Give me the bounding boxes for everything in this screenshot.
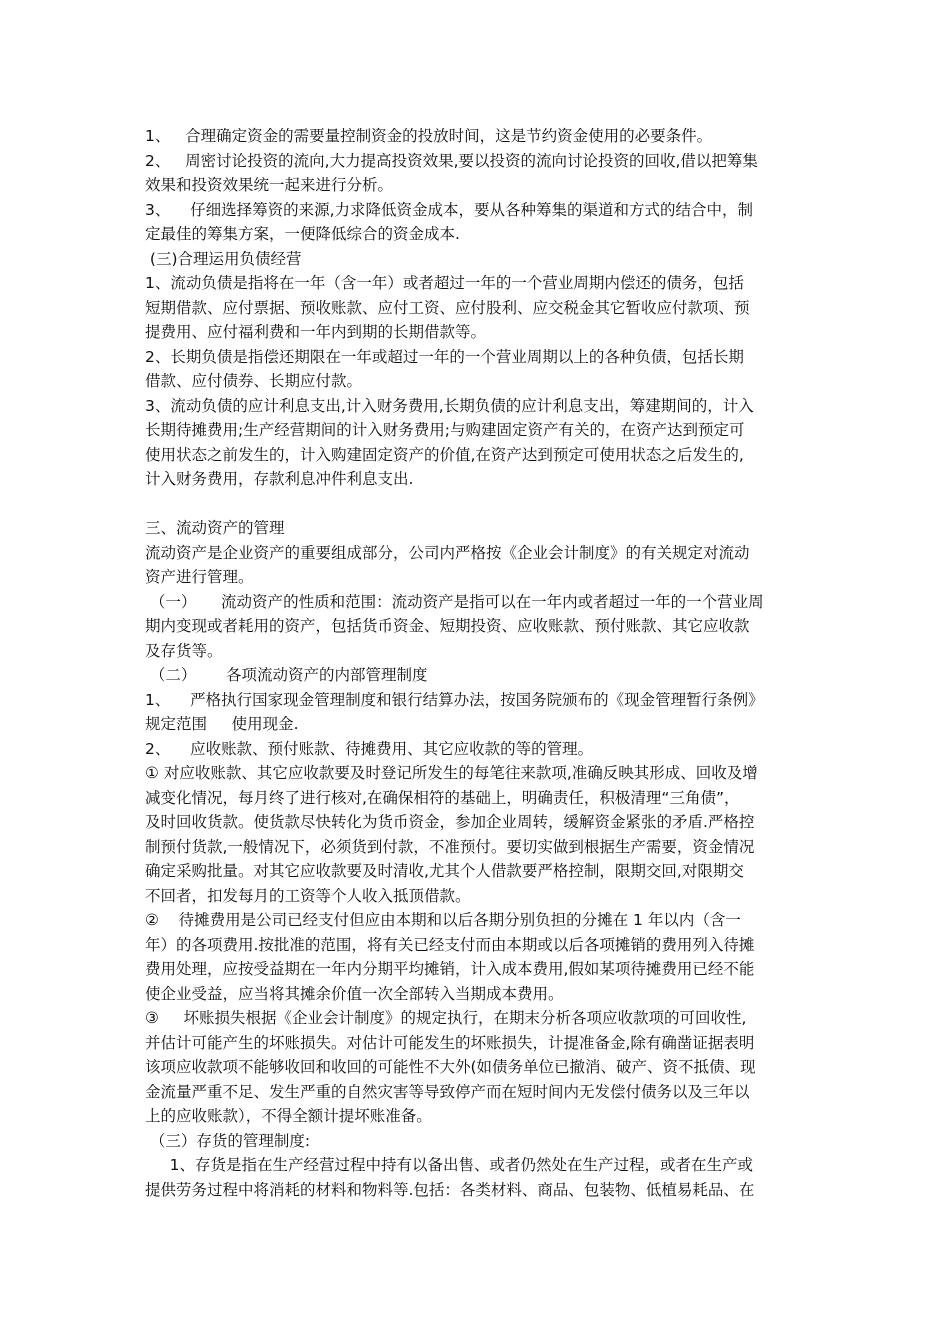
text-line: 2、 周密讨论投资的流向,大力提高投资效果,要以投资的流向讨论投资的回收,借以把筹集 xyxy=(145,151,758,170)
text-line: 确定采购批量。对其它应收款要及时清收,尤其个人借款要严格控制，限期交回,对限期交 xyxy=(145,862,744,880)
text-line: 长期待摊费用;生产经营期间的计入财务费用;与购建固定资产有关的，在资产达到预定可 xyxy=(145,421,745,439)
section-heading: 三、流动资产的管理 xyxy=(145,519,285,537)
text-line: 提供劳务过程中将消耗的材料和物料等.包括：各类材料、商品、包装物、低植易耗品、在 xyxy=(145,1180,755,1199)
text-line: 2、 应收账款、预付账款、待摊费用、其它应收款的等的管理。 xyxy=(145,739,594,758)
text-line: ③ 坏账损失根据《企业会计制度》的规定执行，在期末分析各项应收款项的可回收性, xyxy=(145,1009,747,1027)
text-line: 2、长期负债是指偿还期限在一年或超过一年的一个营业周期以上的各种负债，包括长期 xyxy=(145,347,744,366)
text-line: 期内变现或者耗用的资产，包括货币资金、短期投资、应收账款、预付账款、其它应收款 xyxy=(145,617,750,635)
text-line: （一） 流动资产的性质和范围：流动资产是指可以在一年内或者超过一年的一个营业周 xyxy=(145,592,764,611)
text-line: 定最佳的筹集方案，一便降低综合的资金成本. xyxy=(145,225,460,243)
text-line: 短期借款、应付票据、预收账款、应付工资、应付股利、应交税金其它暂收应付款项、预 xyxy=(145,298,750,317)
text-line: 提费用、应付福利费和一年内到期的长期借款等。 xyxy=(145,323,487,341)
text-line: 使企业受益，应当将其摊余价值一次全部转入当期成本费用。 xyxy=(145,984,564,1003)
text-line: 上的应收账款），不得全额计提坏账准备。 xyxy=(145,1107,432,1125)
document-body xyxy=(145,124,811,1202)
text-line: 3、 仔细选择筹资的来源,力求降低资金成本，要从各种筹集的渠道和方式的结合中，制 xyxy=(145,200,753,219)
text-line: 不回者，扣发每月的工资等个人收入抵顶借款。 xyxy=(145,886,471,905)
text-line: 资产进行管理。 xyxy=(145,568,254,586)
section-heading: (三)合理运用负债经营 xyxy=(145,249,302,268)
text-line: 该项应收款项不能够收回和收回的可能性不大外(如债务单位已撤消、破产、资不抵债、现 xyxy=(145,1058,756,1076)
text-line: 1、 严格执行国家现金管理制度和银行结算办法，按国务院颁布的《现金管理暂行条例》 xyxy=(145,690,764,709)
text-line: ① 对应收账款、其它应收款要及时登记所发生的每笔往来款项,准确反映其形成、回收及增 xyxy=(145,764,758,782)
text-line: 1、 合理确定资金的需要量控制资金的投放时间，这是节约资金使用的必要条件。 xyxy=(145,127,713,145)
text-line: 减变化情况，每月终了进行核对,在确保相符的基础上，明确责任，积极清理“三角债”， xyxy=(145,788,740,807)
text-line: 费用处理，应按受益期在一年内分期平均摊销，计入成本费用,假如某项待摊费用已经不能 xyxy=(145,960,755,978)
text-line: 3、流动负债的应计利息支出,计入财务费用,长期负债的应计利息支出，筹建期间的，计入 xyxy=(145,396,754,415)
section-heading: （二） 各项流动资产的内部管理制度 xyxy=(145,666,428,684)
text-line: 年）的各项费用.按批准的范围，将有关已经支付而由本期或以后各项摊销的费用列入待摊 xyxy=(145,935,755,954)
text-line: 及存货等。 xyxy=(145,641,223,660)
text-line: 1、存货是指在生产经营过程中持有以备出售、或者仍然处在生产过程，或者在生产或 xyxy=(145,1156,753,1174)
text-line: 计入财务费用，存款利息冲件利息支出. xyxy=(145,470,414,488)
text-line: 1、流动负债是指将在一年（含一年）或者超过一年的一个营业周期内偿还的债务，包括 xyxy=(145,274,744,292)
text-line: 并估计可能产生的坏账损失。对估计可能发生的坏账损失，计提准备金,除有确凿证据表明 xyxy=(145,1033,755,1052)
blank-line xyxy=(145,492,811,517)
text-line: 效果和投资效果统一起来进行分析。 xyxy=(145,176,394,194)
text-line: 借款、应付债券、长期应付款。 xyxy=(145,372,363,390)
section-heading: （三）存货的管理制度: xyxy=(145,1131,311,1150)
text-line: 流动资产是企业资产的重要组成部分，公司内严格按《企业会计制度》的有关规定对流动 xyxy=(145,543,750,562)
text-line: 规定范围 使用现金. xyxy=(145,715,299,733)
text-line: 及时回收货款。使货款尽快转化为货币资金，参加企业周转，缓解资金紧张的矛盾.严格控 xyxy=(145,813,755,831)
text-line: ② 待摊费用是公司已经支付但应由本期和以后各期分别负担的分摊在 1 年以内（含一 xyxy=(145,911,741,929)
text-line: 使用状态之前发生的，计入购建固定资产的价值,在资产达到预定可使用状态之后发生的, xyxy=(145,445,744,464)
text-line: 金流量严重不足、发生严重的自然灾害等导致停产而在短时间内无发偿付债务以及三年以 xyxy=(145,1082,750,1101)
text-line: 制预付货款,一般情况下，必须货到付款，不准预付。要切实做到根据生产需要，资金情况 xyxy=(145,837,755,856)
